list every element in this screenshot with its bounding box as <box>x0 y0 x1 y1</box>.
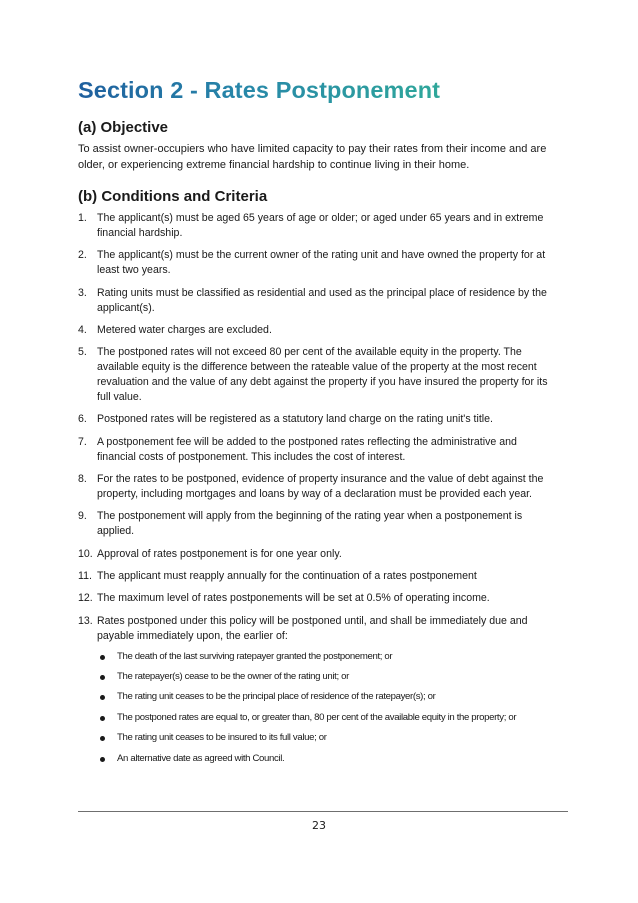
condition-number: 6. <box>78 413 87 426</box>
condition-item <box>78 614 558 765</box>
condition-text: Metered water charges are excluded. <box>97 323 272 336</box>
condition-number: 13. <box>78 614 93 627</box>
condition-text: The maximum level of rates postponements will be set at 0.5% of operating income. <box>97 592 490 605</box>
condition-number: 1. <box>78 212 87 224</box>
condition-item <box>78 569 558 584</box>
condition-item <box>78 345 558 405</box>
condition-item <box>78 547 558 562</box>
condition-text: The postponed rates will not exceed 80 per cent of the available equity in the property. The available equity is the difference between the rateable value of the property at the most recent revaluation and the value of any debt against the property if you have insured the property for its full value. <box>97 346 548 404</box>
condition-item <box>78 412 558 427</box>
footer-divider <box>78 811 568 812</box>
condition-number: 10. <box>78 547 93 560</box>
condition-number: 2. <box>78 249 87 262</box>
condition-item <box>78 211 558 241</box>
condition-number: 12. <box>78 592 93 605</box>
postponement-end-conditions <box>97 651 558 765</box>
condition-text: Postponed rates will be registered as a statutory land charge on the rating unit's title. <box>97 413 493 426</box>
condition-text: The applicant(s) must be the current owner of the rating unit and have owned the property for at least two years. <box>97 249 546 277</box>
bullet-text: The rating unit ceases to be insured to its full value; or <box>117 732 327 744</box>
condition-number: 7. <box>78 435 87 448</box>
condition-text: Approval of rates postponement is for one year only. <box>97 547 342 560</box>
condition-item <box>78 472 558 502</box>
bullet-item <box>97 732 558 744</box>
bullet-item <box>97 671 558 683</box>
condition-item <box>78 591 558 606</box>
bullet-icon <box>100 655 105 660</box>
condition-number: 11. <box>78 569 92 582</box>
condition-text: Rates postponed under this policy will be postponed until, and shall be immediately due and payable immediately upon, the earlier of: <box>97 614 528 642</box>
bullet-item <box>97 651 558 663</box>
condition-item <box>78 323 558 338</box>
bullet-icon <box>100 736 105 741</box>
bullet-text: The rating unit ceases to be the principal place of residence of the ratepayer(s); or <box>117 691 436 703</box>
condition-item <box>78 435 558 465</box>
condition-item <box>78 509 558 539</box>
condition-text: Rating units must be classified as residential and used as the principal place of residence by the applicant(s). <box>97 286 547 314</box>
conditions-heading: (b) Conditions and Criteria <box>78 188 268 205</box>
bullet-icon <box>100 716 105 721</box>
condition-number: 5. <box>78 346 87 359</box>
condition-number: 8. <box>78 473 87 486</box>
bullet-item <box>97 712 558 724</box>
bullet-item <box>97 753 558 765</box>
page-number: 23 <box>312 819 326 832</box>
condition-text: The applicant(s) must be aged 65 years of age or older; or aged under 65 years and in extreme financial hardship. <box>97 212 544 239</box>
bullet-icon <box>100 695 105 700</box>
condition-item <box>78 286 558 316</box>
condition-text: A postponement fee will be added to the postponed rates reflecting the administrative and financial costs of postponement. This includes the cost of interest. <box>97 435 517 463</box>
section-title: Section 2 - Rates Postponement <box>78 77 441 103</box>
bullet-text: The death of the last surviving ratepayer granted the postponement; or <box>117 650 393 662</box>
conditions-list <box>78 211 558 773</box>
bullet-text: An alternative date as agreed with Council. <box>117 752 285 764</box>
condition-text: For the rates to be postponed, evidence of property insurance and the value of debt against the property, including mortgages and loans by way of a declaration must be provided each year. <box>97 473 544 501</box>
bullet-icon <box>100 675 105 680</box>
bullet-icon <box>100 757 105 762</box>
condition-number: 3. <box>78 286 87 299</box>
condition-number: 4. <box>78 323 87 336</box>
objective-text: To assist owner-occupiers who have limited capacity to pay their rates from their income and are older, or experiencing extreme financial hardship to continue living in their home. <box>78 143 547 171</box>
condition-item <box>78 248 558 278</box>
objective-heading: (a) Objective <box>78 119 169 136</box>
bullet-text: The ratepayer(s) cease to be the owner of the rating unit; or <box>117 670 349 682</box>
condition-text: The postponement will apply from the beginning of the rating year when a postponement is applied. <box>97 510 523 538</box>
bullet-item <box>97 691 558 703</box>
condition-number: 9. <box>78 510 87 523</box>
bullet-text: The postponed rates are equal to, or greater than, 80 per cent of the available equity in the property; or <box>117 711 517 723</box>
condition-text: The applicant must reapply annually for the continuation of a rates postponement <box>97 569 477 582</box>
